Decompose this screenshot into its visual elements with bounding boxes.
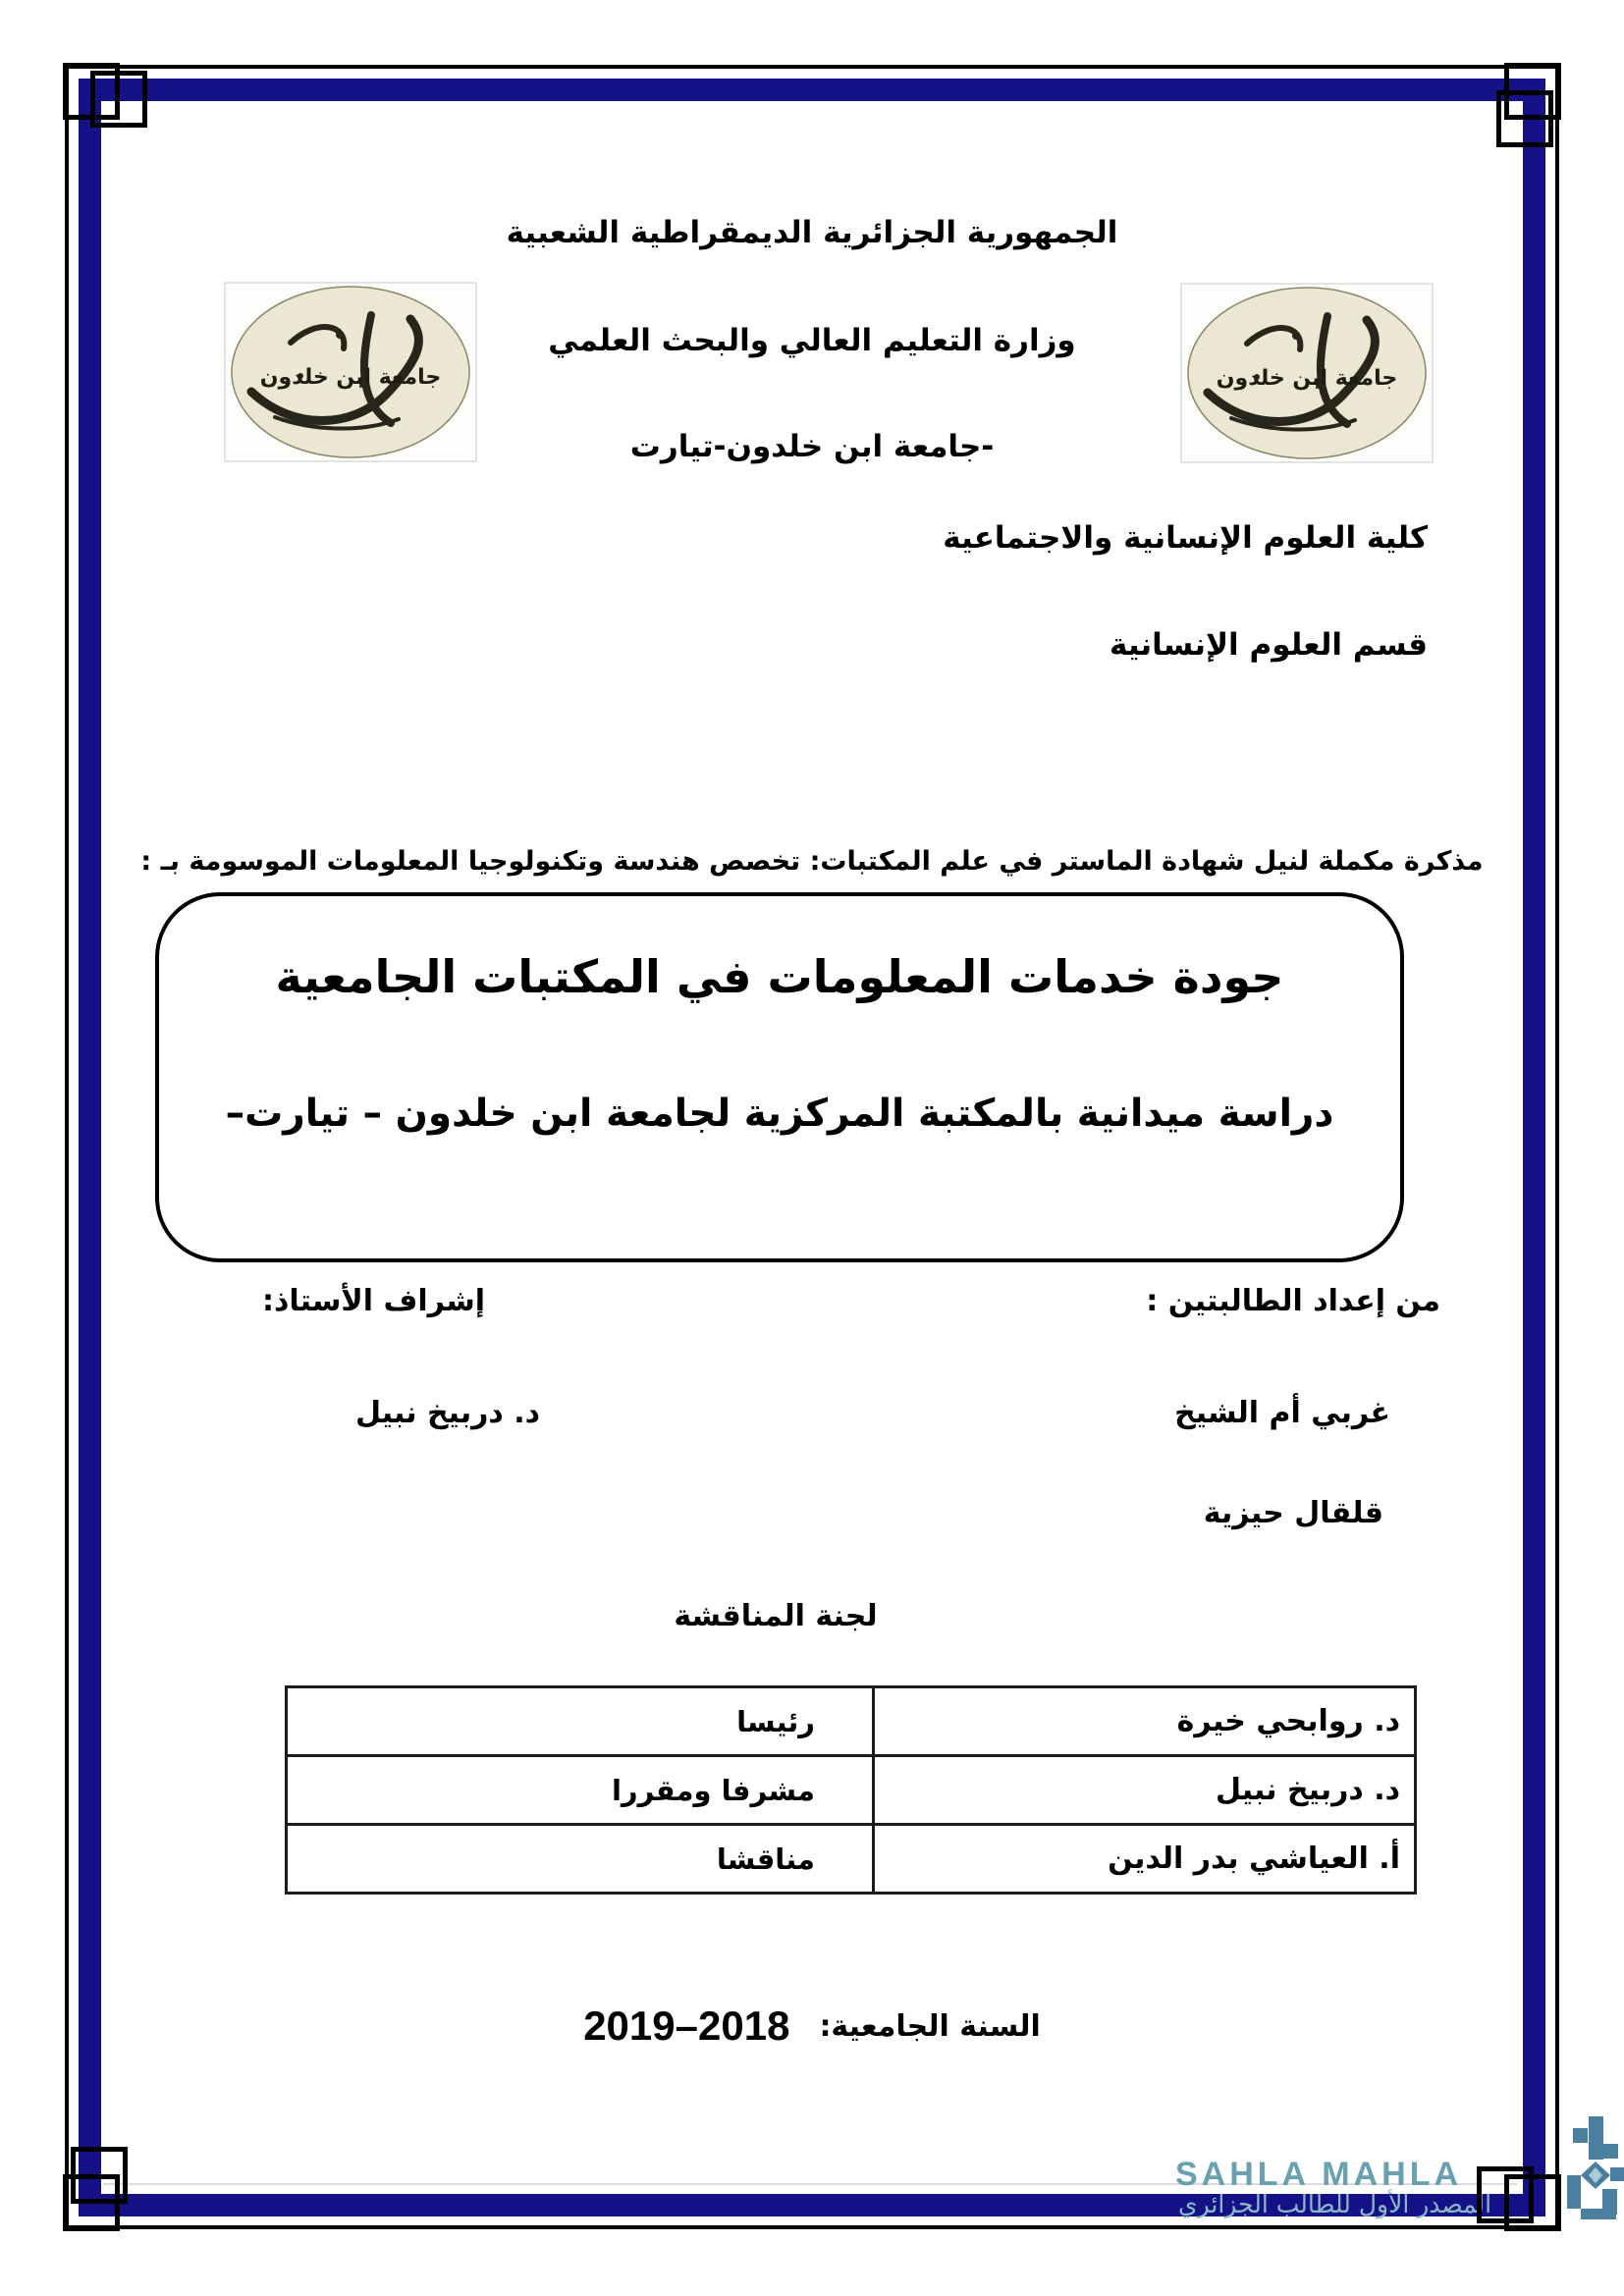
thesis-title-main: جودة خدمات المعلومات في المكتبات الجامعية	[275, 950, 1284, 1003]
header-ministry: وزارة التعليم العالي والبحث العلمي	[548, 323, 1076, 358]
header-department: قسم العلوم الإنسانية	[1110, 627, 1428, 663]
border-corner-ornament	[90, 71, 147, 128]
student-name: غربي أم الشيخ	[1174, 1396, 1390, 1430]
academic-year-value: 2018–2019	[583, 2002, 790, 2049]
committee-member-role: مشرفا ومقررا	[287, 1756, 874, 1825]
supervisor-label: إشراف الأستاذ:	[262, 1284, 486, 1318]
seal-calligraphy-text: جامعة ابن خلدون	[259, 365, 442, 390]
memo-note: مذكرة مكملة لنيل شهادة الماستر في علم المكتبات: تخصص هندسة وتكنولوجيا المعلومات الموسومة بـ :	[140, 846, 1484, 877]
page-border-black	[65, 65, 1559, 2229]
sahla-mahla-icon	[1559, 2116, 1624, 2228]
committee-member-name: د. روابحي خيرة	[874, 1687, 1416, 1756]
header-university: جامعة ابن خلدون-تيارت-	[629, 429, 995, 464]
academic-year-label: السنة الجامعية:	[819, 2008, 1041, 2044]
watermark-brand: SAHLA MAHLA	[1175, 2156, 1463, 2193]
committee-member-name: أ. العياشي بدر الدين	[874, 1825, 1416, 1894]
seal-calligraphy-text: جامعة ابن خلدون	[1216, 366, 1398, 391]
committee-member-name: د. دربيخ نبيل	[874, 1756, 1416, 1825]
student-name: قلقال حيزية	[1203, 1496, 1383, 1530]
border-corner-ornament	[71, 2147, 128, 2204]
committee-heading: لجنة المناقشة	[674, 1599, 878, 1633]
thesis-title-sub: دراسة ميدانية بالمكتبة المركزية لجامعة ابن خلدون – تيارت–	[225, 1092, 1334, 1136]
border-corner-ornament	[1496, 90, 1553, 147]
supervisor-name: د. دربيخ نبيل	[355, 1396, 541, 1430]
watermark-tagline: المصدر الأول للطالب الجزائري	[1178, 2190, 1492, 2218]
committee-member-role: رئيسا	[287, 1687, 874, 1756]
prepared-by-label: من إعداد الطالبتين :	[1146, 1284, 1440, 1318]
border-corner-ornament	[1477, 2166, 1534, 2223]
header-faculty: كلية العلوم الإنسانية والاجتماعية	[943, 520, 1428, 556]
committee-member-role: مناقشا	[287, 1825, 874, 1894]
header-republic: الجمهورية الجزائرية الديمقراطية الشعبية	[506, 215, 1118, 250]
